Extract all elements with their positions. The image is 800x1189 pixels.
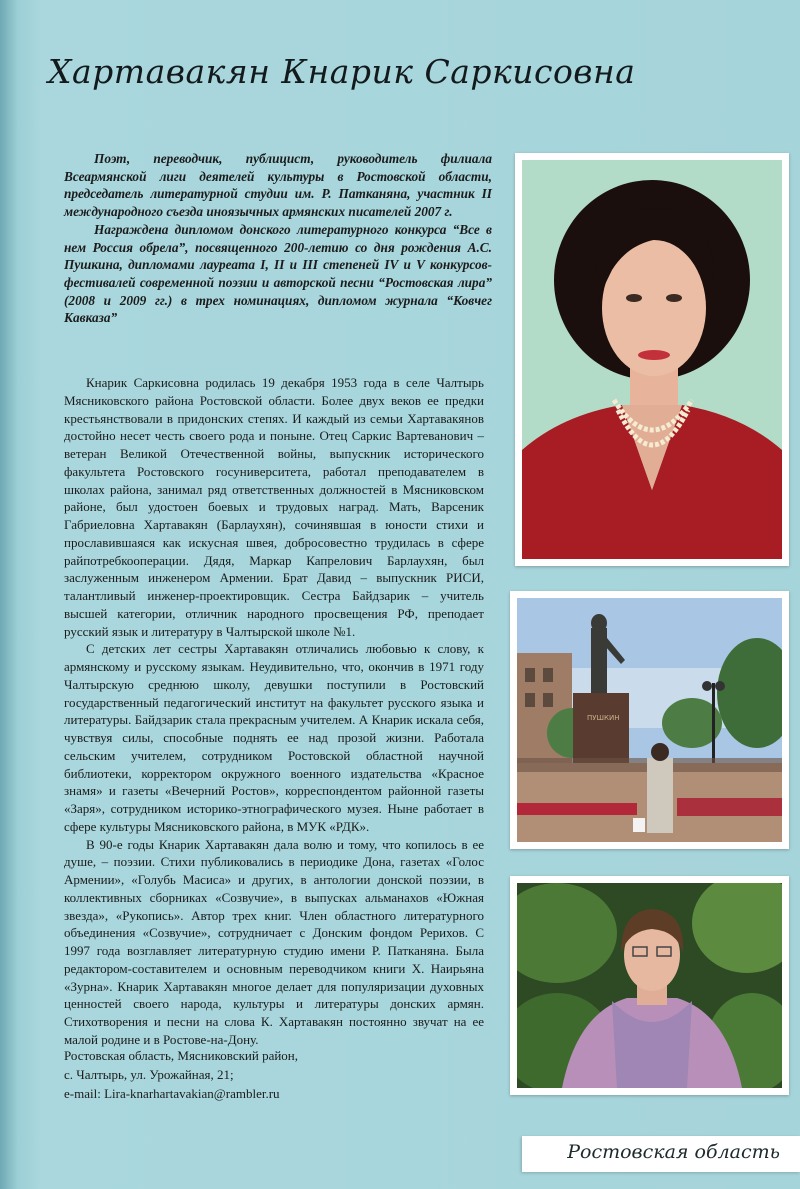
address-line: Ростовская область, Мясниковский район,: [64, 1048, 299, 1063]
monument-image: [517, 598, 782, 842]
body-paragraph: С детских лет сестры Хартавакян отличались любовью к слову, к армянскому и русскому языкам. Неудивительно, что, окончив в 1971 году Чалтырскую среднюю школу, девушки поступили в Ростовский государственный педагогический институт на факультет русского языка и литературы. Байдзарик стала прекрасным учителем. А Кнарик искала себя, чувствуя силы, способные поднять ее над прозой жизни. Работала сельским учителем, сотрудником Ростовской областной научной библиотеки, корректором окружного военного издательства «Красное знамя» и газеты «Вечерний Ростов», корреспондентом районной газеты «Заря», сотрудником историко-этнографического музея. Ныне работает в сфере культуры Мясниковского района, в МУК «РДК».: [64, 641, 484, 834]
body-paragraph: Кнарик Саркисовна родилась 19 декабря 1953 года в селе Чалтырь Мясниковского района Ростовской области. Более двух веков ее предки крестьянствовали в придонских степях. И каждый из семьи Хартавакянов достойно несет честь своего рода и поныне. Отец Саркис Вартеванович – ветеран Великой Отечественной войны, выпускник исторического факультета Ростовского госуниверситета, работал преподавателем в школах района, занимал ряд ответственных должностей в Мясниковском районе, был удостоен боевых и трудовых наград. Мать, Варсеник Габриеловна Хартавакян (Барлаухян), сочинявшая в юности стихи и прославившаяся как искусная швея, добросовестно трудилась в сфере райпотребкооперации. Дядя, Маркар Капрелович Барлаухян, был заслуженным инженером Армении. Брат Давид – выпускник РИСИ, талантливый инженер-проектировщик. Сестра Байдзарик – учитель высшей категории, отличник народного просвещения РФ, преподает русский язык и литературу в Чалтырской школе №1.: [64, 375, 484, 639]
intro-paragraph: Награждена дипломом донского литературного конкурса “Все в нем Россия обрела”, посвященного 200-летию со дня рождения А.С. Пушкина, дипломами лауреата I, II и III степеней IV и V конкурсов-фестивалей современной поэзии и авторской песни “Ростовская лира” (2008 и 2009 гг.) в трех номинациях, дипломом журнала “Ковчег Кавказа”: [64, 221, 492, 326]
statue-plaque: ПУШКИН: [587, 714, 620, 722]
biography-text: [64, 374, 484, 1049]
address-line: с. Чалтырь, ул. Урожайная, 21;: [64, 1067, 234, 1082]
intro-paragraph: Поэт, переводчик, публицист, руководитель филиала Всеармянской лиги деятелей культуры в Ростовской области, председатель литературной студии им. Р. Патканяна, участник II международного съезда иноязычных армянских писателей 2007 г.: [64, 151, 492, 220]
intro-block: [64, 150, 492, 327]
garden-photo: [510, 876, 789, 1095]
region-footer: [522, 1136, 800, 1172]
portrait-image: [522, 160, 782, 559]
monument-photo: [510, 591, 789, 849]
portrait-photo: [515, 153, 789, 566]
contact-address: [64, 1046, 484, 1103]
email-line: e-mail: Lira-knarhartavakian@rambler.ru: [64, 1086, 280, 1101]
garden-image: [517, 883, 782, 1088]
region-label: Ростовская область: [567, 1141, 780, 1163]
page-title: Хартавакян Кнарик Саркисовна: [48, 52, 636, 91]
body-paragraph: В 90-е годы Кнарик Хартавакян дала волю и тому, что копилось в ее душе, – поэзии. Стихи публиковались в периодике Дона, газетах «Голос Армении», «Голубь Масиса» и других, в антологии донской поэзии, в коллективных сборниках «Созвучие», в выпусках альманахов «Южная звезда», «Рукопись». Автор трех книг. Член областного литературного объединения «Созвучие», сотрудничает с Донским фондом Рерихов. С 1997 года возглавляет литературную студию имени Р. Патканяна. Была редактором-составителем и основным переводчиком книги Х. Наирьяна «Зурна». Кнарик Хартавакян многое делает для популяризации духовных ценностей своего народа, культуры и литературы донских армян. Стихотворения и песни на слова К. Хартавакян постоянно звучат на ее малой родине и в Ростове-на-Дону.: [64, 836, 484, 1047]
